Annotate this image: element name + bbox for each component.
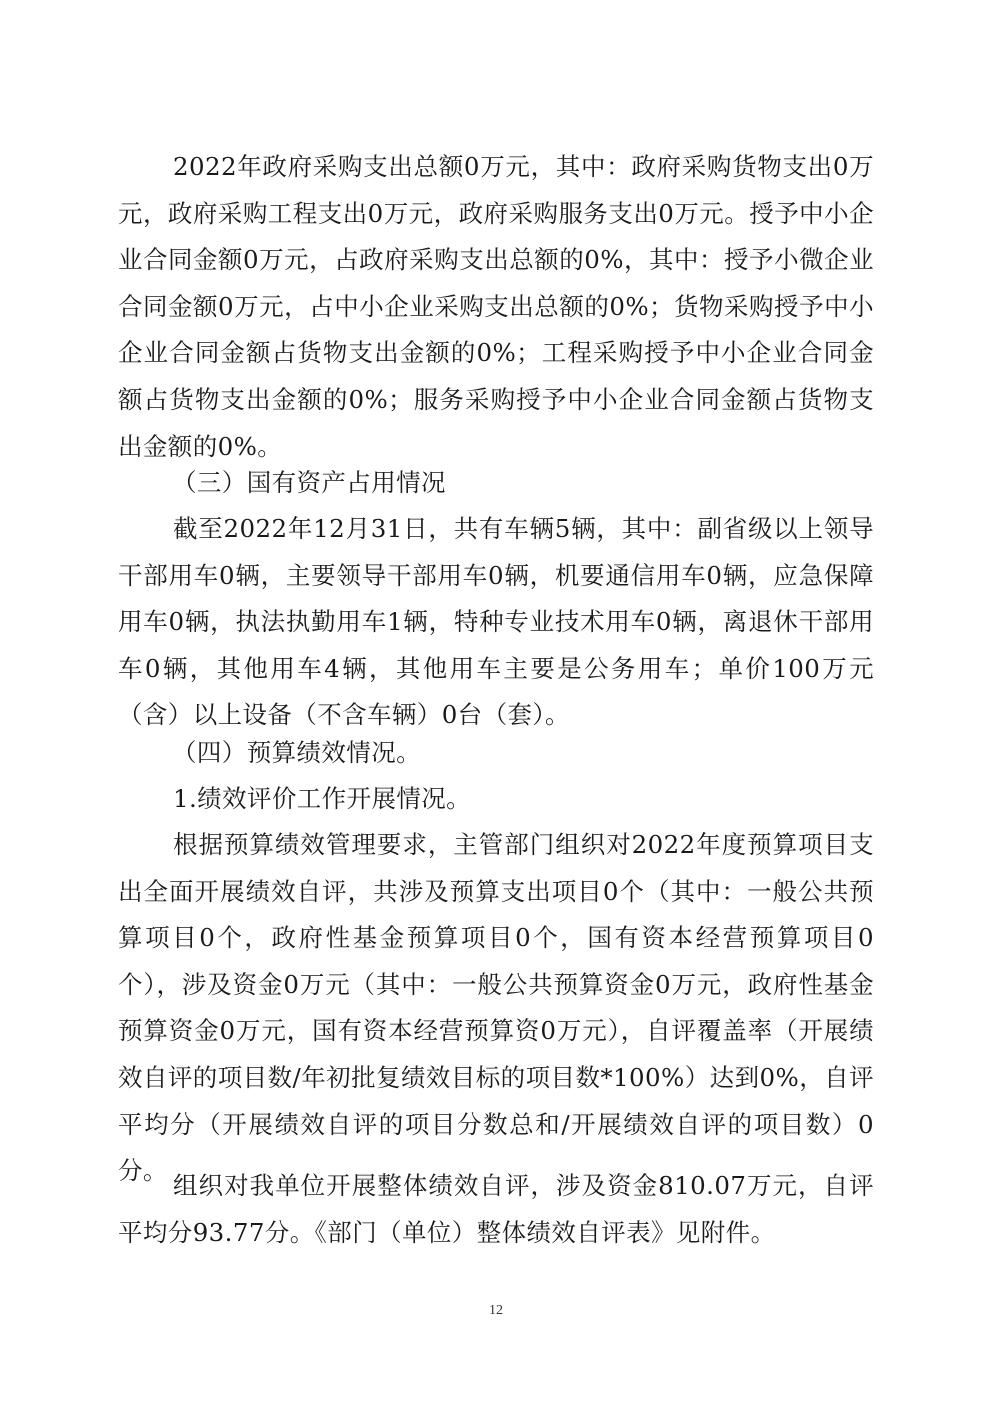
- evaluation-paragraph: 根据预算绩效管理要求，主管部门组织对2022年度预算项目支出全面开展绩效自评，共涉及预算支出项目0个（其中：一般公共预算项目0个，政府性基金预算项目0个，国有资本经营预算项目0个），涉及资金0万元（其中：一般公共预算资金0万元，政府性基金预算资金0万元，国有资本经营预算资0万元），自评覆盖率（开展绩效自评的项目数/年初批复绩效目标的项目数*100%）达到0%，自评平均分（开展绩效自评的项目分数总和/开展绩效自评的项目数）0分。: [118, 830, 874, 1186]
- procurement-paragraph: 2022年政府采购支出总额0万元，其中：政府采购货物支出0万元，政府采购工程支出0万元，政府采购服务支出0万元。授予中小企业合同金额0万元，占政府采购支出总额的0%，其中：授予小微企业合同金额0万元，占中小企业采购支出总额的0%；货物采购授予中小企业合同金额占货物支出金额的0%；工程采购授予中小企业合同金额占货物支出金额的0%；服务采购授予中小企业合同金额占货物支出金额的0%。: [118, 152, 874, 461]
- section-heading-budget-performance: （四）预算绩效情况。: [172, 738, 421, 767]
- item-1-heading: 1.绩效评价工作开展情况。: [173, 784, 472, 813]
- assets-paragraph: 截至2022年12月31日，共有车辆5辆，其中：副省级以上领导干部用车0辆，主要领导干部用车0辆，机要通信用车0辆，应急保障用车0辆，执法执勤用车1辆，特种专业技术用车0辆，离退休干部用车0辆，其他用车4辆，其他用车主要是公务用车；单价100万元（含）以上设备（不含车辆）0台（套）。: [118, 514, 874, 730]
- overall-evaluation-paragraph: 组织对我单位开展整体绩效自评，涉及资金810.07万元，自评平均分93.77分。《部门（单位）整体绩效自评表》见附件。: [118, 1171, 874, 1247]
- page-number: 12: [489, 1303, 503, 1318]
- section-heading-state-assets: （三）国有资产占用情况: [172, 468, 446, 497]
